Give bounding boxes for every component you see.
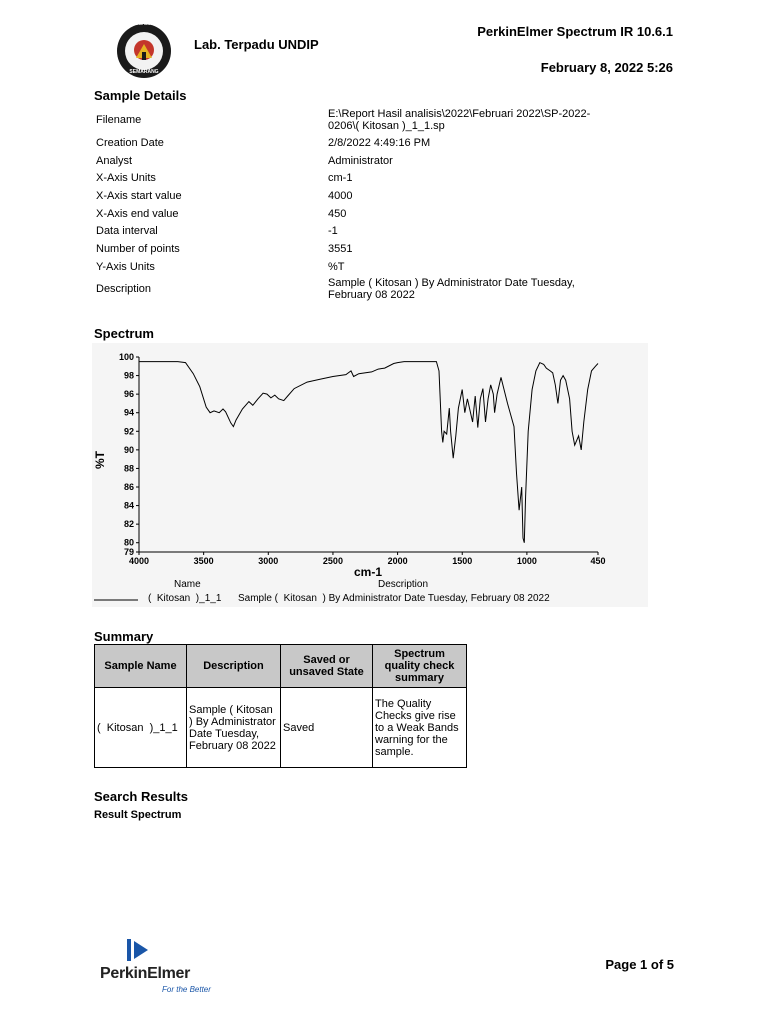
university-logo-text: UNIVERSITAS DIPONEGORO SEMARANG — [112, 21, 176, 75]
detail-row: Data interval -1 — [96, 225, 338, 238]
y-tick-label: 96 — [123, 389, 134, 400]
detail-row: Y-Axis Units %T — [96, 260, 345, 273]
y-tick-label: 90 — [123, 444, 134, 455]
summary-header: Description — [187, 645, 281, 688]
perkinelmer-logo — [98, 938, 228, 998]
spectrum-chart — [92, 343, 648, 607]
y-tick-label: 98 — [123, 370, 134, 381]
detail-row: Number of points 3551 — [96, 242, 353, 255]
y-tick-label: 82 — [123, 519, 134, 530]
brand-name: PerkinElmer — [100, 965, 191, 982]
detail-row: Creation Date 2/8/2022 4:49:16 PM — [96, 136, 431, 149]
summary-header-row — [95, 645, 467, 688]
spectrum-series-line — [139, 362, 598, 543]
brand-tagline: For the Better — [162, 985, 211, 994]
summary-table — [94, 644, 467, 768]
y-tick-label: 94 — [123, 407, 134, 418]
spectrum-title: Spectrum — [94, 326, 154, 341]
y-tick-label: 100 — [118, 352, 134, 362]
x-tick-label: 2000 — [387, 556, 408, 566]
result-spectrum-label: Result Spectrum — [94, 809, 182, 821]
y-tick-label: 92 — [123, 426, 134, 437]
detail-row: Description Sample ( Kitosan ) By Administrator Date Tuesday, February 08 2022 — [96, 276, 575, 301]
legend-series-description: Sample ( Kitosan ) By Administrator Date Tuesday, February 08 2022 — [238, 593, 550, 604]
x-tick-label: 1500 — [452, 556, 473, 566]
x-tick-label: 3000 — [258, 556, 279, 566]
legend-description-header: Description — [378, 579, 429, 590]
detail-row: X-Axis Units cm-1 — [96, 172, 353, 185]
x-tick-label: 4000 — [128, 556, 150, 566]
y-tick-label: 84 — [123, 500, 134, 511]
summary-header: Saved or unsaved State — [281, 645, 373, 688]
summary-title: Summary — [94, 629, 154, 644]
lab-name: Lab. Terpadu UNDIP — [194, 37, 319, 52]
x-tick-label: 450 — [590, 556, 606, 566]
summary-row — [95, 688, 467, 768]
legend-name-header: Name — [174, 579, 201, 590]
summary-cell-state: Saved — [281, 688, 373, 768]
x-tick-label: 1000 — [516, 556, 537, 566]
y-tick-label: 88 — [123, 463, 134, 474]
y-axis-label: %T — [93, 451, 107, 469]
summary-cell-description: Sample ( Kitosan ) By Administrator Date Tuesday, February 08 2022 — [187, 688, 281, 768]
spectrum-svg — [92, 343, 648, 607]
sample-details — [96, 107, 596, 302]
detail-row: X-Axis start value 4000 — [96, 189, 353, 202]
detail-row: Analyst Administrator — [96, 154, 393, 167]
search-results-title: Search Results — [94, 789, 188, 804]
summary-header: Sample Name — [95, 645, 187, 688]
sample-details-title: Sample Details — [94, 88, 187, 103]
x-axis-label: cm-1 — [353, 565, 383, 579]
x-tick-label: 3500 — [193, 556, 214, 566]
product-name: PerkinElmer Spectrum IR 10.6.1 — [477, 24, 673, 39]
detail-row: X-Axis end value 450 — [96, 207, 347, 220]
y-tick-label: 80 — [123, 537, 134, 548]
summary-cell-sample-name: ( Kitosan )_1_1 — [95, 688, 187, 768]
page-number: Page 1 of 5 — [605, 957, 674, 972]
summary-header: Spectrum quality check summary — [373, 645, 467, 688]
detail-row: Filename E:\Report Hasil analisis\2022\Februari 2022\SP-2022-0206\( Kitosan )_1_1.sp — [96, 108, 591, 132]
x-tick-label: 2500 — [322, 556, 343, 566]
y-tick-label: 86 — [123, 482, 134, 492]
summary-cell-quality: The Quality Checks give rise to a Weak Bands warning for the sample. — [373, 688, 467, 768]
y-tick-label: 79 — [123, 547, 134, 557]
report-date: February 8, 2022 5:26 — [540, 60, 673, 75]
legend-series-name: ( Kitosan )_1_1 — [148, 593, 222, 604]
